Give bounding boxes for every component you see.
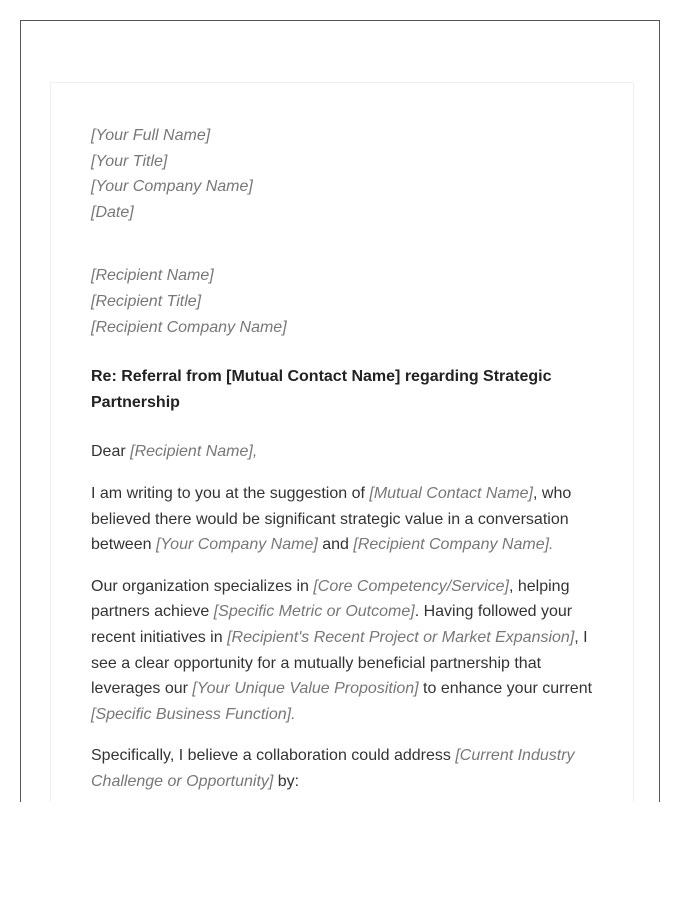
- paragraph-2-placeholder-5: [Specific Business Function].: [91, 705, 296, 723]
- recipient-name: [Recipient Name]: [91, 267, 214, 285]
- paragraph-2-text-4: , I see a clear opportunity for a mutually beneficial partnership that leverages our: [91, 628, 588, 698]
- letter-date: [Date]: [91, 203, 134, 221]
- paragraph-1: [91, 481, 606, 558]
- paragraph-1-text-3: and: [317, 536, 354, 554]
- sender-block: [91, 123, 606, 225]
- document-frame: [20, 20, 660, 802]
- paragraph-2: [91, 574, 606, 728]
- paragraph-3-placeholder-1: [Current Industry Challenge or Opportunity]: [91, 747, 575, 790]
- paragraph-2-text-3: . Having followed your recent initiatives in: [91, 603, 573, 646]
- salutation-prefix: Dear: [91, 443, 131, 461]
- paragraph-3: [91, 743, 606, 794]
- paragraph-1-text-2: , who believed there would be significant strategic value in a conversation between: [91, 484, 572, 554]
- paragraph-2-placeholder-2: [Specific Metric or Outcome]: [213, 603, 415, 621]
- paragraph-3-text-1: Specifically, I believe a collaboration could address: [91, 747, 456, 765]
- paragraph-1-placeholder-2: [Your Company Name]: [155, 536, 318, 554]
- paragraph-2-text-1: Our organization specializes in: [91, 577, 314, 595]
- recipient-title: [Recipient Title]: [91, 292, 202, 310]
- recipient-company: [Recipient Company Name]: [91, 318, 287, 336]
- paragraph-1-placeholder-1: [Mutual Contact Name]: [369, 484, 533, 502]
- paragraph-3-text-2: by:: [273, 772, 300, 790]
- sender-title: [Your Title]: [91, 152, 168, 170]
- subject-line: Re: Referral from [Mutual Contact Name] regarding Strategic Partnership: [91, 368, 552, 411]
- paragraph-1-placeholder-3: [Recipient Company Name].: [353, 536, 554, 554]
- paragraph-2-placeholder-3: [Recipient's Recent Project or Market Expansion]: [227, 628, 575, 646]
- letter-sheet: [50, 82, 634, 802]
- paragraph-2-text-2: , helping partners achieve: [91, 577, 570, 621]
- paragraph-2-placeholder-4: [Your Unique Value Proposition]: [192, 680, 419, 698]
- letter-body: [91, 123, 606, 802]
- sender-name: [Your Full Name]: [91, 127, 211, 144]
- sender-company: [Your Company Name]: [91, 178, 253, 196]
- salutation: [91, 439, 606, 465]
- recipient-block: [91, 263, 606, 340]
- paragraph-1-text-1: I am writing to you at the suggestion of: [91, 484, 370, 502]
- salutation-name: [Recipient Name],: [130, 443, 258, 461]
- paragraph-2-placeholder-1: [Core Competency/Service]: [313, 577, 509, 595]
- paragraph-2-text-5: to enhance your current: [418, 680, 593, 698]
